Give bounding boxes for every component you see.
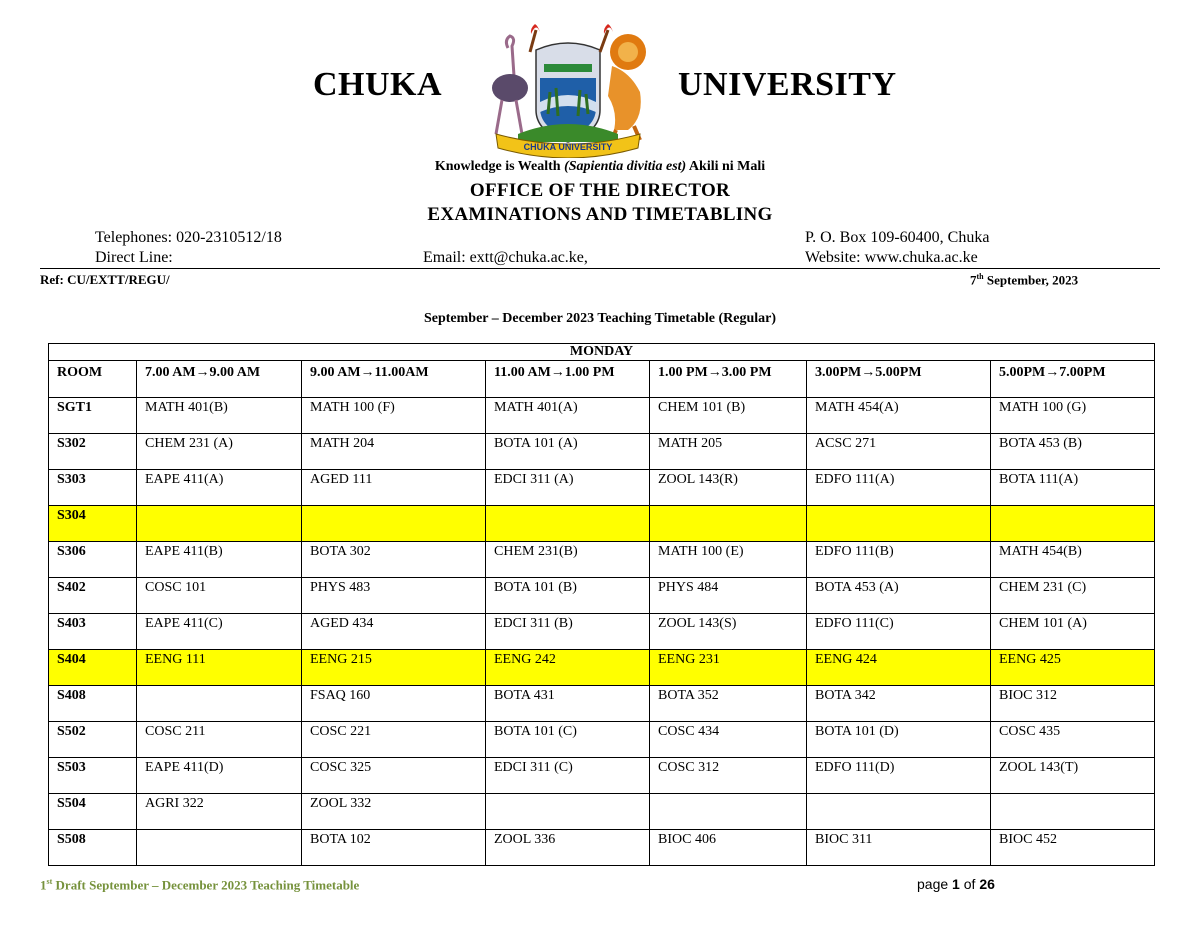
course-cell: ZOOL 143(S) (650, 614, 807, 650)
course-cell: CHEM 231 (A) (137, 434, 302, 470)
course-cell: BOTA 302 (302, 542, 486, 578)
course-cell: EAPE 411(B) (137, 542, 302, 578)
course-cell: BOTA 101 (A) (486, 434, 650, 470)
course-cell: EAPE 411(D) (137, 758, 302, 794)
course-cell: CHEM 231(B) (486, 542, 650, 578)
website: Website: www.chuka.ac.ke (805, 249, 978, 266)
column-header-row (49, 361, 1155, 398)
course-cell: EENG 231 (650, 650, 807, 686)
course-cell: AGED 111 (302, 470, 486, 506)
course-cell: COSC 101 (137, 578, 302, 614)
course-cell: CHEM 101 (B) (650, 398, 807, 434)
crest-banner-text: CHUKA UNIVERSITY (523, 142, 613, 152)
table-row (49, 542, 1155, 578)
course-cell: EENG 215 (302, 650, 486, 686)
course-cell: AGRI 322 (137, 794, 302, 830)
university-crest-logo (478, 22, 658, 158)
course-cell (807, 794, 991, 830)
table-row (49, 758, 1155, 794)
room-cell: S303 (49, 470, 137, 506)
course-cell: MATH 401(B) (137, 398, 302, 434)
course-cell: COSC 434 (650, 722, 807, 758)
office-heading: OFFICE OF THE DIRECTOR (469, 180, 731, 201)
course-cell: MATH 204 (302, 434, 486, 470)
room-cell: S503 (49, 758, 137, 794)
room-cell: S504 (49, 794, 137, 830)
course-cell: PHYS 484 (650, 578, 807, 614)
course-cell: CHEM 231 (C) (991, 578, 1155, 614)
timetable-title: September – December 2023 Teaching Timetable (Regular) (423, 311, 777, 326)
course-cell: COSC 312 (650, 758, 807, 794)
course-cell: BIOC 312 (991, 686, 1155, 722)
document-date: 7th September, 2023 (970, 272, 1079, 288)
university-title-left: CHUKA (313, 66, 443, 103)
course-cell: EDFO 111(D) (807, 758, 991, 794)
course-cell: BOTA 101 (B) (486, 578, 650, 614)
course-cell: ZOOL 336 (486, 830, 650, 866)
day-label: MONDAY (49, 344, 1155, 361)
course-cell (807, 506, 991, 542)
course-cell: FSAQ 160 (302, 686, 486, 722)
course-cell: BIOC 311 (807, 830, 991, 866)
course-cell: MATH 100 (F) (302, 398, 486, 434)
course-cell: EAPE 411(A) (137, 470, 302, 506)
page-number: page 1 of 26 (917, 876, 995, 892)
course-cell (486, 794, 650, 830)
course-cell (991, 794, 1155, 830)
room-cell: S403 (49, 614, 137, 650)
course-cell (302, 506, 486, 542)
table-row (49, 794, 1155, 830)
column-header: 5.00PM→7.00PM (991, 361, 1155, 398)
course-cell: ZOOL 143(R) (650, 470, 807, 506)
course-cell: EENG 425 (991, 650, 1155, 686)
course-cell: COSC 221 (302, 722, 486, 758)
direct-line: Direct Line: (95, 249, 173, 266)
course-cell (650, 506, 807, 542)
course-cell: AGED 434 (302, 614, 486, 650)
column-header: 9.00 AM→11.00AM (302, 361, 486, 398)
course-cell: BOTA 102 (302, 830, 486, 866)
course-cell: EAPE 411(C) (137, 614, 302, 650)
course-cell: EENG 242 (486, 650, 650, 686)
table-row (49, 830, 1155, 866)
table-row (49, 578, 1155, 614)
room-cell: S404 (49, 650, 137, 686)
course-cell: EDCI 311 (B) (486, 614, 650, 650)
course-cell: BOTA 431 (486, 686, 650, 722)
room-cell: S408 (49, 686, 137, 722)
course-cell: COSC 325 (302, 758, 486, 794)
table-row (49, 686, 1155, 722)
course-cell: EDCI 311 (A) (486, 470, 650, 506)
department-heading: EXAMINATIONS AND TIMETABLING (427, 204, 773, 225)
course-cell: MATH 454(B) (991, 542, 1155, 578)
course-cell (137, 830, 302, 866)
column-header: 11.00 AM→1.00 PM (486, 361, 650, 398)
course-cell: MATH 401(A) (486, 398, 650, 434)
course-cell: PHYS 483 (302, 578, 486, 614)
course-cell: COSC 211 (137, 722, 302, 758)
course-cell (137, 686, 302, 722)
course-cell (650, 794, 807, 830)
course-cell: EENG 424 (807, 650, 991, 686)
course-cell: COSC 435 (991, 722, 1155, 758)
header-divider (40, 268, 1160, 269)
table-row (49, 398, 1155, 434)
po-box: P. O. Box 109-60400, Chuka (805, 229, 990, 246)
motto: Knowledge is Wealth (Sapientia divitia est) Akili ni Mali (434, 159, 766, 174)
course-cell: EDCI 311 (C) (486, 758, 650, 794)
course-cell: BOTA 352 (650, 686, 807, 722)
room-cell: S502 (49, 722, 137, 758)
course-cell: BOTA 101 (C) (486, 722, 650, 758)
course-cell: ZOOL 332 (302, 794, 486, 830)
room-cell: S302 (49, 434, 137, 470)
footer-draft-label: 1st Draft September – December 2023 Teaching Timetable (40, 877, 360, 893)
course-cell: BOTA 111(A) (991, 470, 1155, 506)
room-cell: S402 (49, 578, 137, 614)
course-cell: EENG 111 (137, 650, 302, 686)
table-row (49, 434, 1155, 470)
course-cell: EDFO 111(C) (807, 614, 991, 650)
course-cell: BOTA 342 (807, 686, 991, 722)
course-cell: BOTA 101 (D) (807, 722, 991, 758)
course-cell: EDFO 111(A) (807, 470, 991, 506)
course-cell: ZOOL 143(T) (991, 758, 1155, 794)
table-row (49, 650, 1155, 686)
room-cell: SGT1 (49, 398, 137, 434)
column-header: 7.00 AM→9.00 AM (137, 361, 302, 398)
column-header: ROOM (49, 361, 137, 398)
column-header: 1.00 PM→3.00 PM (650, 361, 807, 398)
course-cell: MATH 205 (650, 434, 807, 470)
column-header: 3.00PM→5.00PM (807, 361, 991, 398)
table-row (49, 614, 1155, 650)
course-cell: MATH 100 (G) (991, 398, 1155, 434)
table-row (49, 470, 1155, 506)
course-cell: BIOC 452 (991, 830, 1155, 866)
telephones: Telephones: 020-2310512/18 (95, 229, 282, 246)
email: Email: extt@chuka.ac.ke, (423, 249, 588, 266)
course-cell: EDFO 111(B) (807, 542, 991, 578)
course-cell: MATH 454(A) (807, 398, 991, 434)
reference-number: Ref: CU/EXTT/REGU/ (40, 272, 170, 287)
room-cell: S306 (49, 542, 137, 578)
course-cell: CHEM 101 (A) (991, 614, 1155, 650)
course-cell: ACSC 271 (807, 434, 991, 470)
university-title-right: UNIVERSITY (678, 66, 897, 103)
room-cell: S508 (49, 830, 137, 866)
course-cell: BOTA 453 (A) (807, 578, 991, 614)
timetable-table (48, 343, 1155, 866)
course-cell (486, 506, 650, 542)
table-row (49, 722, 1155, 758)
course-cell (137, 506, 302, 542)
day-header-row (49, 344, 1155, 361)
course-cell: BOTA 453 (B) (991, 434, 1155, 470)
table-row (49, 506, 1155, 542)
room-cell: S304 (49, 506, 137, 542)
course-cell (991, 506, 1155, 542)
course-cell: BIOC 406 (650, 830, 807, 866)
course-cell: MATH 100 (E) (650, 542, 807, 578)
